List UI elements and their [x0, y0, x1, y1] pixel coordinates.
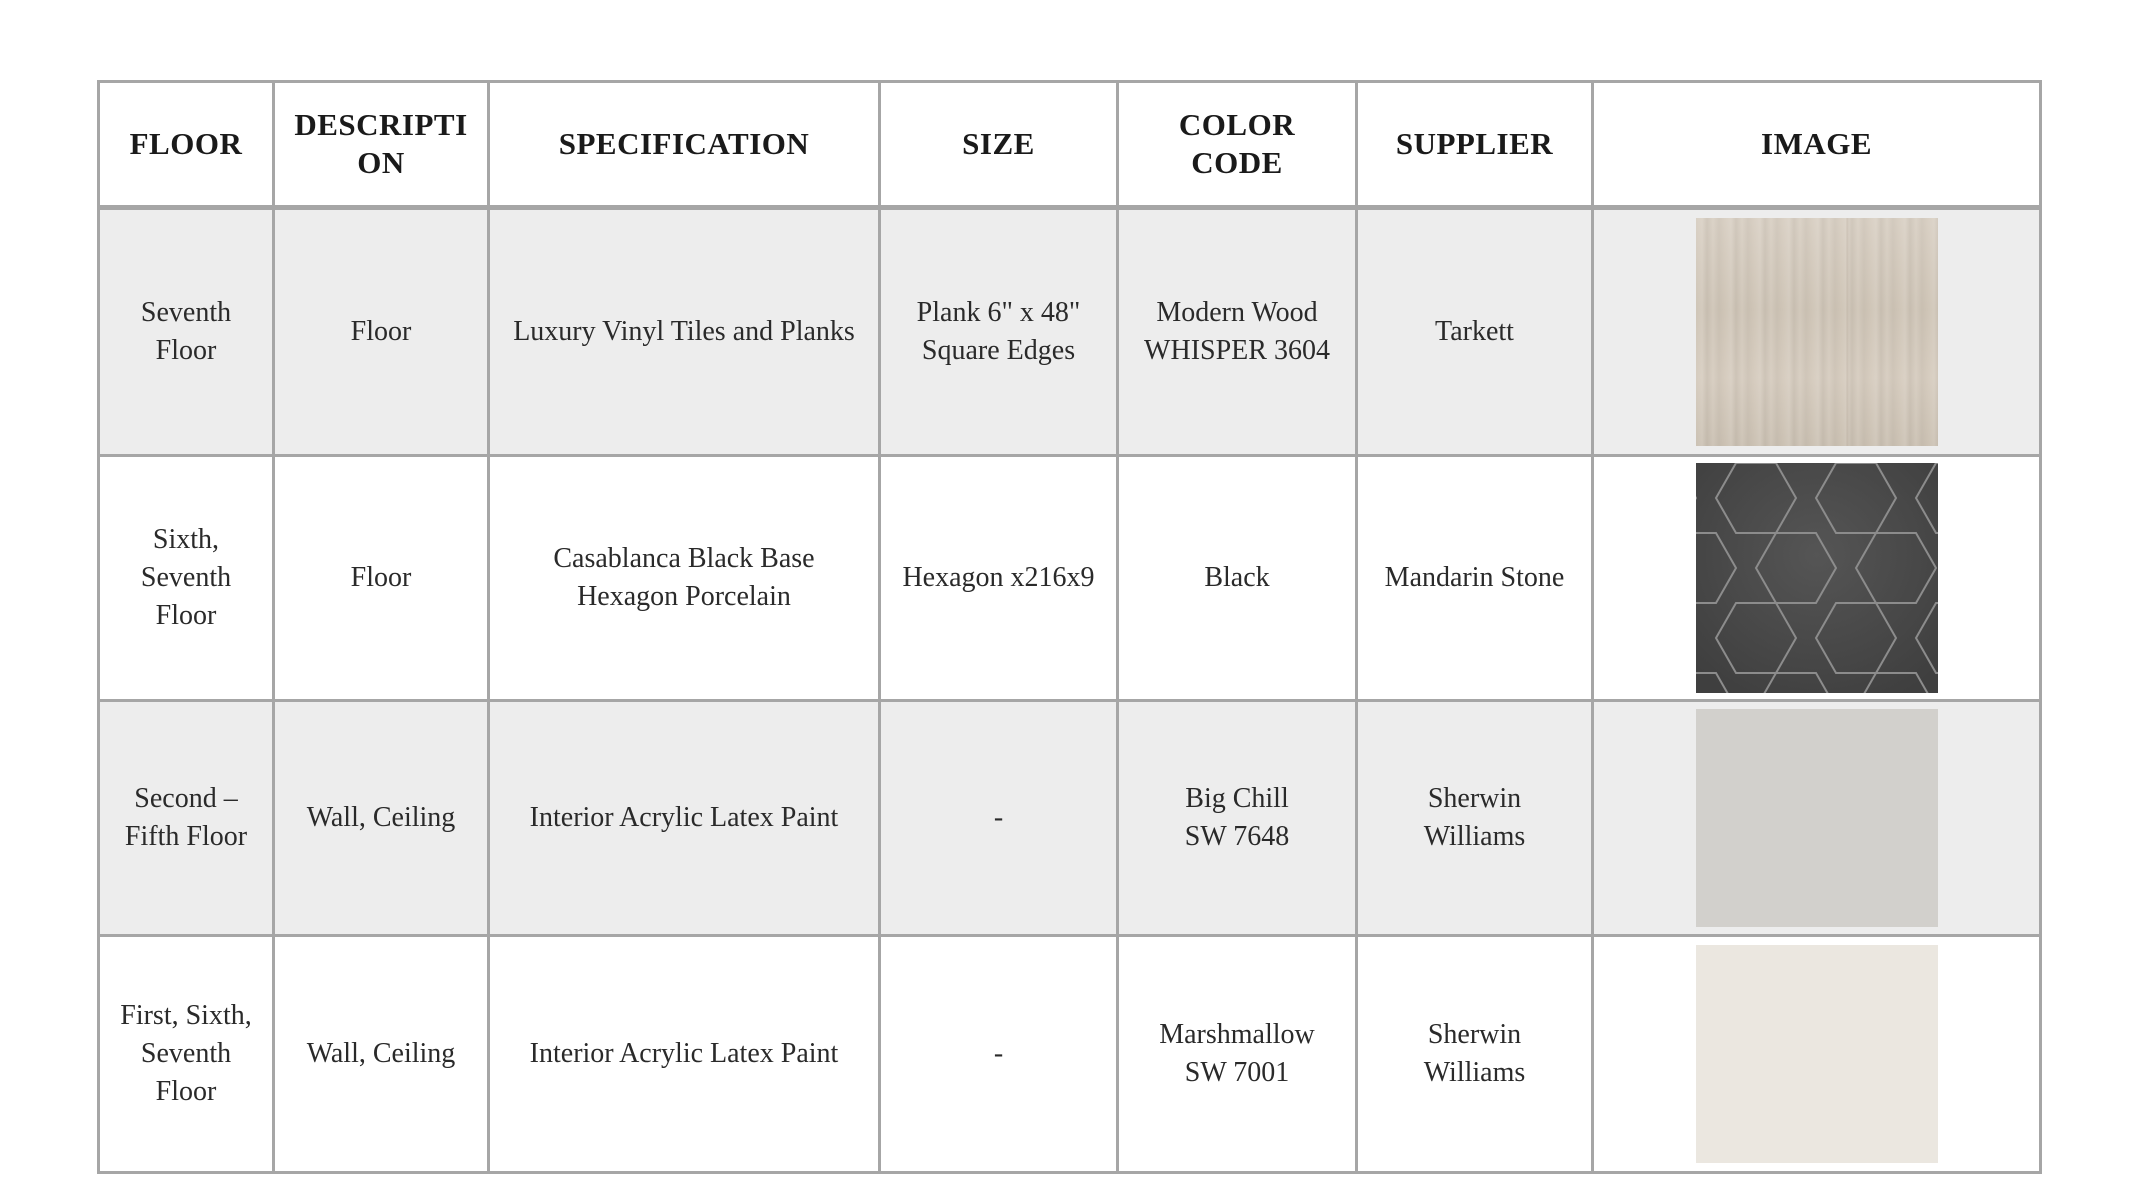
cell-specification: Interior Acrylic Latex Paint — [489, 701, 880, 936]
cell-supplier: Mandarin Stone — [1357, 456, 1593, 701]
table-row — [99, 208, 2041, 456]
cell-floor: Seventh Floor — [99, 208, 274, 456]
cell-size: - — [880, 701, 1118, 936]
table-row — [99, 936, 2041, 1173]
cell-image — [1593, 456, 2041, 701]
cell-image — [1593, 701, 2041, 936]
light-oak-wood-plank-swatch — [1696, 218, 1938, 446]
cell-supplier: Sherwin Williams — [1357, 701, 1593, 936]
cell-floor: Sixth, Seventh Floor — [99, 456, 274, 701]
cell-color-code: Black — [1118, 456, 1357, 701]
cell-color-code: Modern Wood WHISPER 3604 — [1118, 208, 1357, 456]
finish-schedule-table — [97, 80, 2042, 1174]
header-color-code: COLOR CODE — [1118, 82, 1357, 208]
cell-image — [1593, 208, 2041, 456]
light-gray-paint-swatch — [1696, 709, 1938, 927]
header-row — [99, 82, 2041, 208]
header-size: SIZE — [880, 82, 1118, 208]
cell-size: - — [880, 936, 1118, 1173]
header-image: IMAGE — [1593, 82, 2041, 208]
off-white-paint-swatch — [1696, 945, 1938, 1163]
cell-supplier: Tarkett — [1357, 208, 1593, 456]
cell-specification: Interior Acrylic Latex Paint — [489, 936, 880, 1173]
cell-description: Wall, Ceiling — [274, 936, 489, 1173]
cell-floor: Second – Fifth Floor — [99, 701, 274, 936]
header-specification: SPECIFICATION — [489, 82, 880, 208]
cell-size: Plank 6" x 48" Square Edges — [880, 208, 1118, 456]
table-row — [99, 456, 2041, 701]
cell-color-code: Big Chill SW 7648 — [1118, 701, 1357, 936]
cell-specification: Luxury Vinyl Tiles and Planks — [489, 208, 880, 456]
cell-description: Wall, Ceiling — [274, 701, 489, 936]
header-floor: FLOOR — [99, 82, 274, 208]
black-hexagon-tile-swatch — [1696, 463, 1938, 693]
cell-color-code: Marshmallow SW 7001 — [1118, 936, 1357, 1173]
cell-floor: First, Sixth, Seventh Floor — [99, 936, 274, 1173]
header-description: DESCRIPTI ON — [274, 82, 489, 208]
cell-size: Hexagon x216x9 — [880, 456, 1118, 701]
cell-image — [1593, 936, 2041, 1173]
header-supplier: SUPPLIER — [1357, 82, 1593, 208]
cell-description: Floor — [274, 456, 489, 701]
cell-specification: Casablanca Black Base Hexagon Porcelain — [489, 456, 880, 701]
cell-supplier: Sherwin Williams — [1357, 936, 1593, 1173]
table-row — [99, 701, 2041, 936]
cell-description: Floor — [274, 208, 489, 456]
